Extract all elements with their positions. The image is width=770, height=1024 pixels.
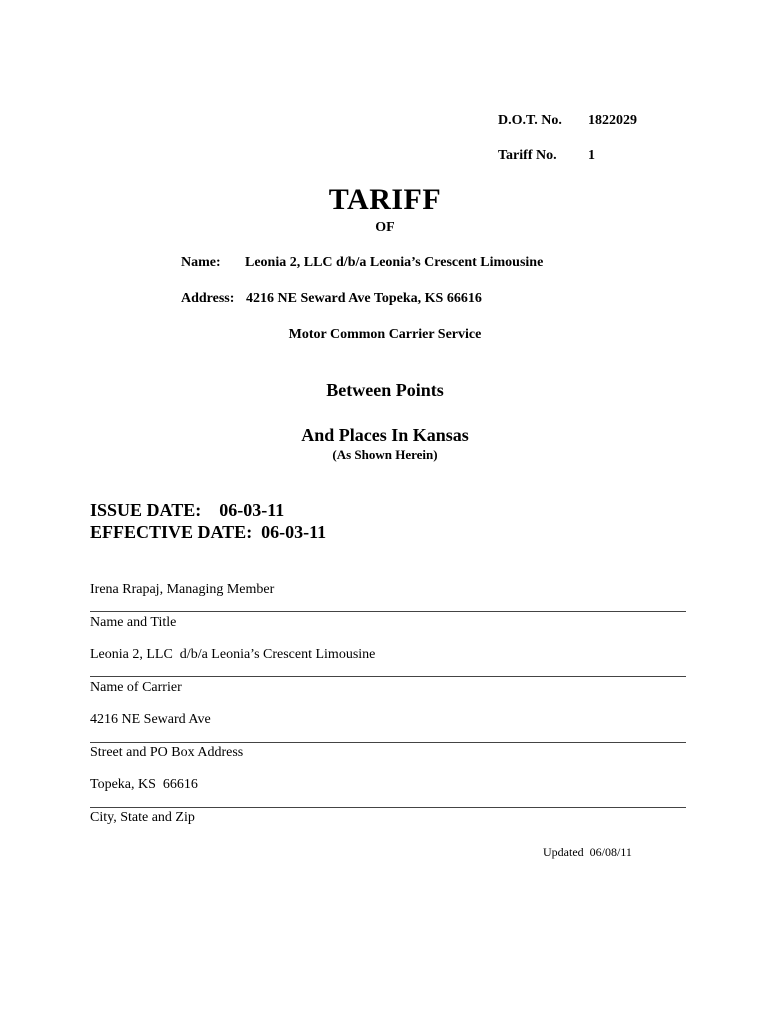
city-state-zip-label: City, State and Zip xyxy=(90,810,195,825)
field-divider xyxy=(90,676,686,677)
title-of: OF xyxy=(375,220,395,235)
city-state-zip-value: Topeka, KS 66616 xyxy=(90,777,198,792)
service-type: Motor Common Carrier Service xyxy=(288,327,482,342)
street-address-value: 4216 NE Seward Ave xyxy=(90,712,211,727)
dot-number-value: 1822029 xyxy=(588,113,637,128)
document-title: TARIFF xyxy=(328,183,442,216)
tariff-number-label: Tariff No. xyxy=(498,148,557,163)
issue-date: ISSUE DATE: 06-03-11 xyxy=(90,500,285,520)
dot-number-label: D.O.T. No. xyxy=(498,113,562,128)
carrier-name-value: Leonia 2, LLC d/b/a Leonia’s Crescent Limousine xyxy=(245,255,544,270)
effective-date: EFFECTIVE DATE: 06-03-11 xyxy=(90,522,327,542)
field-divider xyxy=(90,742,686,743)
carrier-name-field-value: Leonia 2, LLC d/b/a Leonia’s Crescent Limousine xyxy=(90,647,376,662)
carrier-address-label: Address: xyxy=(181,291,235,306)
name-and-title-label: Name and Title xyxy=(90,615,177,630)
updated-date: Updated 06/08/11 xyxy=(543,845,632,859)
field-divider xyxy=(90,611,686,612)
carrier-address-value: 4216 NE Seward Ave Topeka, KS 66616 xyxy=(246,291,482,306)
carrier-name-field-label: Name of Carrier xyxy=(90,680,182,695)
name-and-title-value: Irena Rrapaj, Managing Member xyxy=(90,582,275,597)
street-address-label: Street and PO Box Address xyxy=(90,745,244,760)
field-divider xyxy=(90,807,686,808)
scope-places-kansas: And Places In Kansas xyxy=(301,425,469,445)
tariff-number-value: 1 xyxy=(588,148,595,163)
scope-as-shown: (As Shown Herein) xyxy=(332,447,438,462)
carrier-name-label: Name: xyxy=(181,255,221,270)
scope-between-points: Between Points xyxy=(326,380,444,400)
